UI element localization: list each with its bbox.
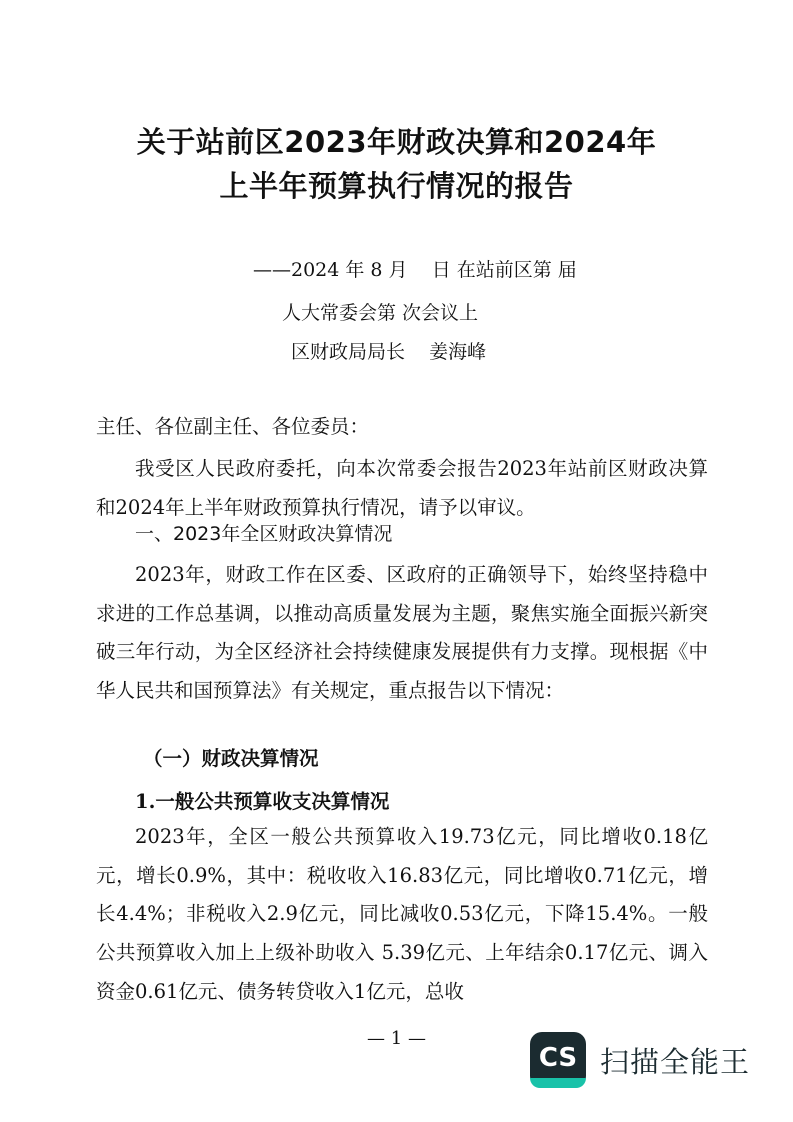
watermark-text: 扫描全能王 xyxy=(600,1044,751,1079)
page-number: — 1 — xyxy=(367,1028,426,1049)
intro-paragraph: 我受区人民政府委托，向本次常委会报告2023年站前区财政决算和2024年上半年财政预算执行情况，请予以审议。 xyxy=(96,457,708,519)
salutation: 主任、各位副主任、各位委员： xyxy=(96,415,370,438)
signature-line2: 人大常委会第 次会议上 xyxy=(282,302,479,324)
budget-paragraph: 2023年，全区一般公共预算收入19.73亿元，同比增收0.18亿元，增长0.9%，其中：税收收入16.83亿元，同比增收0.71亿元，增长4.4%；非税收入2.9亿元，同比减收0.53亿元，下降15.4%。一般公共预算收入加上上级补助收入 5.39亿元、上年结余0.17亿元、调入资金0.61亿元、债务转贷收入1亿元，总收 xyxy=(96,825,708,1003)
signature-line1: ——2024 年 8 月 日 在站前区第 届 xyxy=(253,259,577,281)
signature-line3: 区财政局局长 姜海峰 xyxy=(291,341,487,363)
report-title-line2: 上半年预算执行情况的报告 xyxy=(219,169,574,203)
item-heading: 1.一般公共预算收支决算情况 xyxy=(135,790,390,813)
report-title-line1: 关于站前区2023年财政决算和2024年 xyxy=(136,125,657,159)
overview-paragraph: 2023年，财政工作在区委、区政府的正确领导下，始终坚持稳中求进的工作总基调，以推动高质量发展为主题，聚焦实施全面振兴新突破三年行动，为全区经济社会持续健康发展提供有力支撑。现根据《中华人民共和国预算法》有关规定，重点报告以下情况： xyxy=(96,563,708,703)
camscanner-logo-icon: CS xyxy=(530,1032,586,1088)
section-heading-1: 一、2023年全区财政决算情况 xyxy=(135,523,393,545)
subsection-heading: （一）财政决算情况 xyxy=(143,747,319,770)
scanner-watermark xyxy=(530,1030,770,1090)
